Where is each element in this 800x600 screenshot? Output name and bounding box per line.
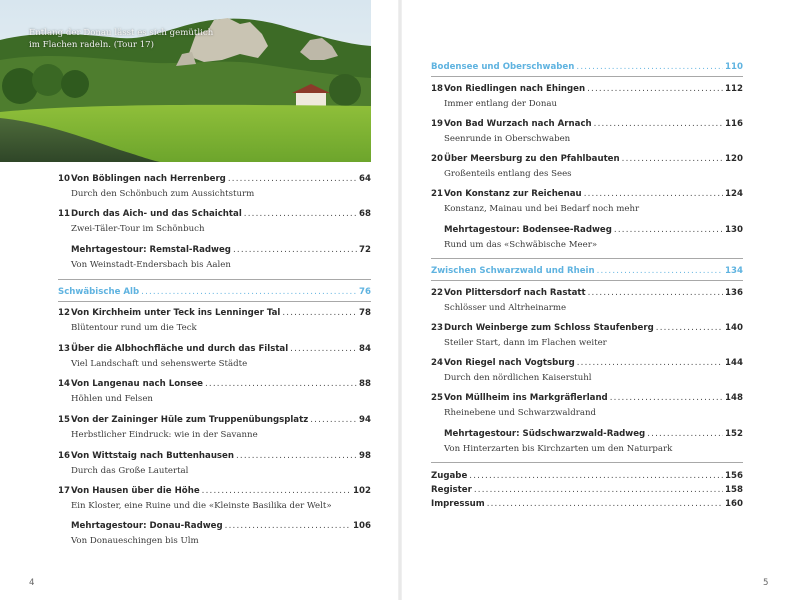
toc-entry-22[interactable] (431, 288, 743, 313)
leader-dots (244, 209, 357, 219)
toc-entry-14[interactable] (58, 379, 371, 404)
entry-title: Von Hausen über die Höhe (71, 486, 200, 496)
toc-entry-17[interactable] (58, 486, 371, 511)
toc-entry-21[interactable] (431, 189, 743, 214)
landscape-illustration (0, 0, 371, 162)
entry-subtitle: Blütentour rund um die Teck (71, 323, 197, 333)
entry-subtitle: Schlösser und Altrheinarme (444, 303, 567, 313)
entry-title: Mehrtagestour: Donau-Radweg (71, 521, 223, 531)
entry-page-number: 84 (359, 344, 371, 354)
entry-subtitle: Konstanz, Mainau und bei Bedarf noch mehr (444, 204, 640, 214)
leader-dots (594, 119, 723, 129)
entry-page-number: 112 (725, 84, 743, 94)
entry-page-number: 160 (725, 499, 743, 509)
leader-dots (576, 62, 723, 72)
section-rule (431, 462, 743, 463)
entry-subtitle: Rund um das «Schwäbische Meer» (444, 240, 598, 250)
section-page-number: 134 (725, 266, 743, 276)
leader-dots (622, 154, 723, 164)
toc-entry-15[interactable] (58, 415, 371, 440)
entry-page-number: 124 (725, 189, 743, 199)
entry-subtitle: Höhlen und Felsen (71, 394, 153, 404)
entry-page-number: 88 (359, 379, 371, 389)
entry-title: Von Bad Wurzach nach Arnach (444, 119, 592, 129)
leader-dots (577, 358, 723, 368)
entry-title: Von Müllheim ins Markgräflerland (444, 393, 608, 403)
entry-page-number: 64 (359, 174, 371, 184)
section-rule (431, 76, 743, 77)
section-title: Bodensee und Oberschwaben (431, 62, 575, 72)
entry-page-number: 120 (725, 154, 743, 164)
section-rule (431, 280, 743, 281)
leader-dots (614, 225, 723, 235)
entry-page-number: 116 (725, 119, 743, 129)
leader-dots (225, 521, 351, 531)
entry-subtitle: Großenteils entlang des Sees (444, 169, 572, 179)
entry-title: Register (431, 485, 472, 495)
entry-title: Zugabe (431, 471, 468, 481)
toc-entry-20[interactable] (431, 154, 743, 179)
page-number-right: 5 (763, 578, 769, 588)
toc-entry-zugabe[interactable] (431, 471, 743, 481)
entry-page-number: 144 (725, 358, 743, 368)
entry-page-number: 94 (359, 415, 371, 425)
entry-number: 14 (58, 379, 70, 389)
toc-entry-impressum[interactable] (431, 499, 743, 509)
leader-dots (587, 84, 723, 94)
section-rule (58, 279, 371, 280)
leader-dots (290, 344, 357, 354)
entry-number: 11 (58, 209, 70, 219)
entry-page-number: 148 (725, 393, 743, 403)
entry-page-number: 158 (725, 485, 743, 495)
entry-number: 13 (58, 344, 70, 354)
section-heading-schwarzwald-rhein[interactable] (431, 266, 743, 276)
toc-entry-16[interactable] (58, 451, 371, 476)
section-page-number: 110 (725, 62, 743, 72)
toc-entry-11[interactable] (58, 209, 371, 234)
entry-subtitle: Durch den Schönbuch zum Aussichtsturm (71, 189, 255, 199)
entry-page-number: 68 (359, 209, 371, 219)
danube-valley-photo (0, 0, 371, 162)
entry-subtitle: Immer entlang der Donau (444, 99, 558, 109)
entry-title: Von Kirchheim unter Teck ins Lenninger Tal (71, 308, 281, 318)
entry-title: Über Meersburg zu den Pfahlbauten (444, 154, 620, 164)
toc-entry-23[interactable] (431, 323, 743, 348)
entry-number: 16 (58, 451, 70, 461)
leader-dots (310, 415, 357, 425)
leader-dots (474, 485, 723, 495)
entry-title: Von Konstanz zur Reichenau (444, 189, 582, 199)
toc-entry-13[interactable] (58, 344, 371, 369)
photo-caption: Entlang der Donau lässt es sich gemütlich im Flachen radeln. (Tour 17) (29, 28, 214, 50)
entry-subtitle: Von Weinstadt-Endersbach bis Aalen (71, 260, 231, 270)
entry-title: Impressum (431, 499, 485, 509)
entry-subtitle: Durch den nördlichen Kaiserstuhl (444, 373, 592, 383)
entry-number: 24 (431, 358, 443, 368)
section-heading-bodensee[interactable] (431, 62, 743, 72)
toc-entry-18[interactable] (431, 84, 743, 109)
toc-entry-bodensee-radweg[interactable] (431, 225, 743, 250)
entry-page-number: 152 (725, 429, 743, 439)
toc-entry-24[interactable] (431, 358, 743, 383)
toc-entry-suedschwarzwald-radweg[interactable] (431, 429, 743, 454)
entry-subtitle: Viel Landschaft und sehenswerte Städte (71, 359, 248, 369)
entry-page-number: 78 (359, 308, 371, 318)
toc-entry-12[interactable] (58, 308, 371, 333)
leader-dots (233, 245, 357, 255)
entry-page-number: 72 (359, 245, 371, 255)
entry-title: Von Riedlingen nach Ehingen (444, 84, 586, 94)
entry-number: 12 (58, 308, 70, 318)
entry-subtitle: Zwei-Täler-Tour im Schönbuch (71, 224, 205, 234)
entry-number: 23 (431, 323, 443, 333)
leader-dots (228, 174, 357, 184)
entry-title: Durch das Aich- und das Schaichtal (71, 209, 242, 219)
entry-page-number: 98 (359, 451, 371, 461)
section-rule (431, 258, 743, 259)
leader-dots (205, 379, 357, 389)
entry-number: 17 (58, 486, 70, 496)
entry-subtitle: Steiler Start, dann im Flachen weiter (444, 338, 607, 348)
entry-subtitle: Von Donaueschingen bis Ulm (71, 536, 199, 546)
leader-dots (202, 486, 351, 496)
entry-title: Von Wittstaig nach Buttenhausen (71, 451, 234, 461)
leader-dots (597, 266, 723, 276)
leader-dots (656, 323, 723, 333)
page-number-left: 4 (29, 578, 35, 588)
leader-dots (647, 429, 723, 439)
section-heading-schwaebische-alb[interactable] (58, 287, 371, 297)
entry-page-number: 130 (725, 225, 743, 235)
entry-page-number: 136 (725, 288, 743, 298)
leader-dots (469, 471, 723, 481)
leader-dots (610, 393, 723, 403)
entry-title: Von der Zaininger Hüle zum Truppenübungsplatz (71, 415, 309, 425)
section-title: Zwischen Schwarzwald und Rhein (431, 266, 595, 276)
entry-subtitle: Rheinebene und Schwarzwaldrand (444, 408, 597, 418)
section-title: Schwäbische Alb (58, 287, 140, 297)
entry-title: Mehrtagestour: Remstal-Radweg (71, 245, 231, 255)
entry-number: 25 (431, 393, 443, 403)
entry-title: Mehrtagestour: Südschwarzwald-Radweg (444, 429, 646, 439)
entry-number: 22 (431, 288, 443, 298)
entry-page-number: 102 (353, 486, 371, 496)
entry-subtitle: Herbstlicher Eindruck: wie in der Savanne (71, 430, 258, 440)
entry-number: 20 (431, 154, 443, 164)
entry-number: 10 (58, 174, 70, 184)
leader-dots (282, 308, 357, 318)
entry-title: Durch Weinberge zum Schloss Staufenberg (444, 323, 654, 333)
section-rule (58, 301, 371, 302)
entry-title: Von Riegel nach Vogtsburg (444, 358, 575, 368)
entry-page-number: 156 (725, 471, 743, 481)
leader-dots (588, 288, 723, 298)
section-page-number: 76 (359, 287, 371, 297)
entry-number: 18 (431, 84, 443, 94)
toc-entry-register[interactable] (431, 485, 743, 495)
entry-number: 15 (58, 415, 70, 425)
entry-title: Von Plittersdorf nach Rastatt (444, 288, 586, 298)
entry-subtitle: Von Hinterzarten bis Kirchzarten um den Naturpark (444, 444, 673, 454)
toc-entry-25[interactable] (431, 393, 743, 418)
entry-title: Über die Albhochfläche und durch das Filstal (71, 344, 289, 354)
entry-subtitle: Seenrunde in Oberschwaben (444, 134, 571, 144)
entry-subtitle: Durch das Große Lautertal (71, 466, 189, 476)
leader-dots (584, 189, 723, 199)
entry-page-number: 140 (725, 323, 743, 333)
leader-dots (487, 499, 723, 509)
toc-entry-10[interactable] (58, 174, 371, 199)
toc-entry-donau-radweg[interactable] (58, 521, 371, 546)
entry-title: Von Böblingen nach Herrenberg (71, 174, 226, 184)
entry-title: Von Langenau nach Lonsee (71, 379, 203, 389)
leader-dots (141, 287, 357, 297)
toc-entry-remstal[interactable] (58, 245, 371, 270)
entry-number: 19 (431, 119, 443, 129)
toc-entry-19[interactable] (431, 119, 743, 144)
entry-number: 21 (431, 189, 443, 199)
entry-title: Mehrtagestour: Bodensee-Radweg (444, 225, 612, 235)
entry-subtitle: Ein Kloster, eine Ruine und die «Kleinste Basilika der Welt» (71, 501, 332, 511)
leader-dots (236, 451, 357, 461)
entry-page-number: 106 (353, 521, 371, 531)
